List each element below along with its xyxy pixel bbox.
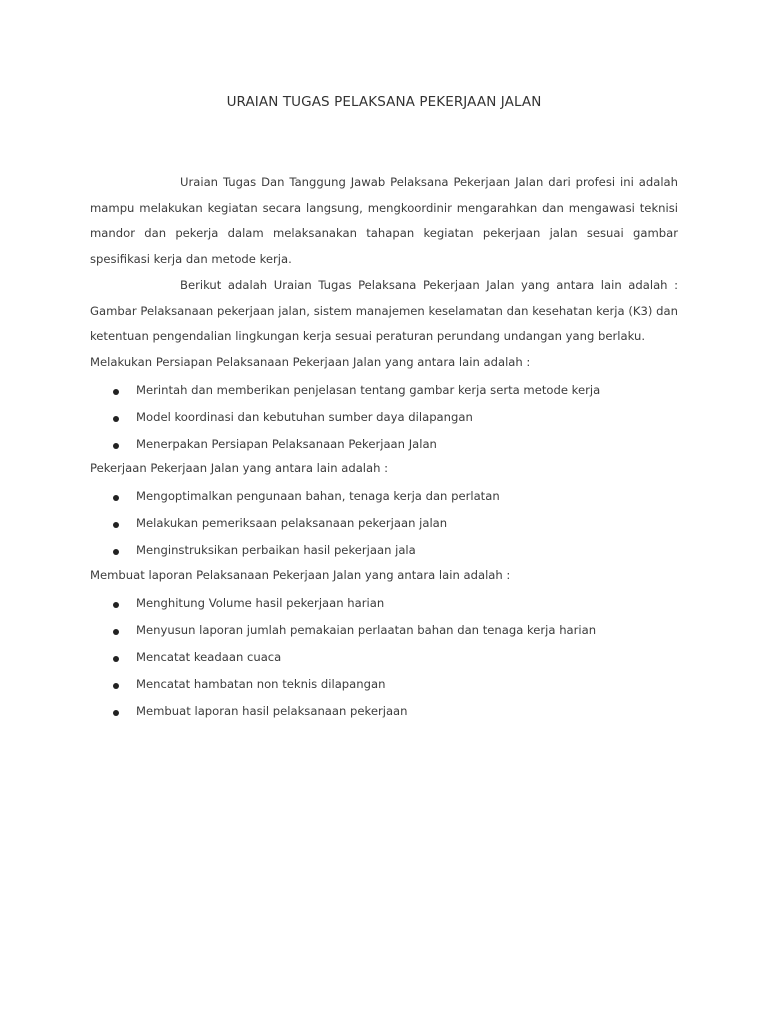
paragraph-intro: [90, 170, 678, 272]
list-item-text: Mencatat keadaan cuaca: [136, 650, 282, 664]
bullet-icon: [113, 629, 119, 635]
paragraph-text: Berikut adalah Uraian Tugas Pelaksana Pekerjaan Jalan yang antara lain adalah : Gambar Pelaksanaan pekerjaan jalan, sistem manajemen keselamatan dan kesehatan kerja (K3) dan ketentuan pengendalian lingkungan kerja sesuai peraturan perundang undangan yang berlaku.: [90, 278, 678, 343]
list-item-text: Menerpakan Persiapan Pelaksanaan Pekerjaan Jalan: [136, 437, 437, 451]
bullet-icon: [113, 549, 119, 555]
list-item-text: Mengoptimalkan pengunaan bahan, tenaga kerja dan perlatan: [136, 489, 500, 503]
bullet-icon: [113, 710, 119, 716]
list-item-text: Merintah dan memberikan penjelasan tentang gambar kerja serta metode kerja: [136, 383, 601, 397]
document-title: URAIAN TUGAS PELAKSANA PEKERJAAN JALAN: [226, 94, 542, 110]
bullet-icon: [113, 656, 119, 662]
paragraph-text: Uraian Tugas Dan Tanggung Jawab Pelaksana Pekerjaan Jalan dari profesi ini adalah mampu melakukan kegiatan secara langsung, mengkoordinir mengarahkan dan mengawasi teknisi mandor dan pekerja dalam melaksanakan tahapan kegiatan pekerjaan jalan sesuai gambar spesifikasi kerja dan metode kerja.: [90, 175, 678, 266]
bullet-icon: [113, 683, 119, 689]
list-item-text: Membuat laporan hasil pelaksanaan pekerjaan: [136, 704, 408, 718]
section-heading-laporan: Membuat laporan Pelaksanaan Pekerjaan Jalan yang antara lain adalah :: [90, 568, 511, 582]
list-item-text: Menginstruksikan perbaikan hasil pekerjaan jala: [136, 543, 416, 557]
bullet-icon: [113, 522, 119, 528]
bullet-icon: [113, 443, 119, 449]
section-heading-pekerjaan: Pekerjaan Pekerjaan Jalan yang antara lain adalah :: [90, 461, 389, 475]
list-item-text: Menghitung Volume hasil pekerjaan harian: [136, 596, 385, 610]
section-heading-persiapan: Melakukan Persiapan Pelaksanaan Pekerjaan Jalan yang antara lain adalah :: [90, 355, 531, 369]
list-item-text: Model koordinasi dan kebutuhan sumber daya dilapangan: [136, 410, 473, 424]
bullet-icon: [113, 389, 119, 395]
list-item-text: Menyusun laporan jumlah pemakaian perlaatan bahan dan tenaga kerja harian: [136, 623, 597, 637]
bullet-icon: [113, 602, 119, 608]
list-item-text: Melakukan pemeriksaan pelaksanaan pekerjaan jalan: [136, 516, 448, 530]
bullet-icon: [113, 495, 119, 501]
list-item-text: Mencatat hambatan non teknis dilapangan: [136, 677, 386, 691]
bullet-icon: [113, 416, 119, 422]
paragraph-tasks: [90, 273, 678, 350]
